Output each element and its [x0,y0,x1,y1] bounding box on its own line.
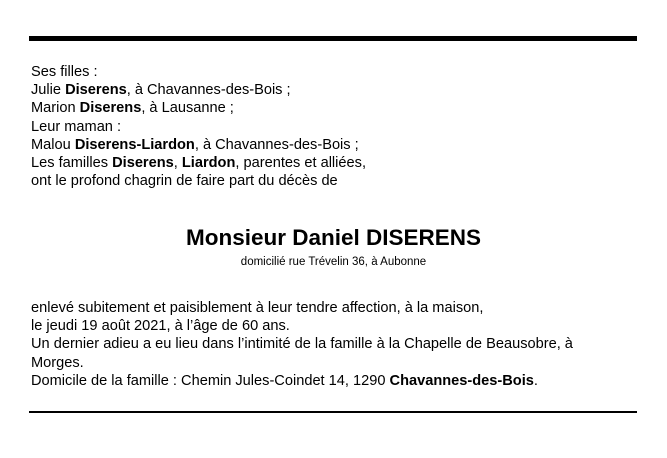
surname: Diserens [79,100,142,117]
deceased-address: domicilié rue Trévelin 36, à Aubonne [240,256,427,268]
surname: Liardon [181,155,236,172]
daughter-julie: Julie Diserens, à Chavannes-des-Bois ; [31,82,291,99]
town: Chavannes-des-Bois [389,372,534,389]
text-line: Morges. [31,354,84,371]
surname: Diserens [112,155,174,172]
top-divider [29,36,637,41]
daughter-marion: Marion Diserens, à Lausanne ; [31,100,234,117]
deceased-name: Monsieur Daniel DISERENS [185,225,482,250]
surname: Diserens-Liardon [74,136,195,153]
obituary-text [31,299,573,390]
daughters-heading: Ses filles : [31,64,98,80]
announcement-line: ont le profond chagrin de faire part du décès de [31,173,338,190]
family-announcement [31,63,366,190]
text-line: le jeudi 19 août 2021, à l’âge de 60 ans. [31,318,290,335]
mother-heading: Leur maman : [31,118,122,135]
bottom-divider [29,411,637,413]
surname: Diserens [65,82,127,99]
families-line: Les familles Diserens, Liardon, parentes et alliées, [31,155,367,172]
mother-malou: Malou Diserens-Liardon, à Chavannes-des-Bois ; [31,136,359,153]
text-line: enlevé subitement et paisiblement à leur tendre affection, à la maison, [31,300,484,316]
text-line: Un dernier adieu a eu lieu dans l’intimité de la famille à la Chapelle de Beausobre, à [31,336,573,353]
family-residence: Domicile de la famille : Chemin Jules-Coindet 14, 1290 Chavannes-des-Bois. [31,372,538,389]
